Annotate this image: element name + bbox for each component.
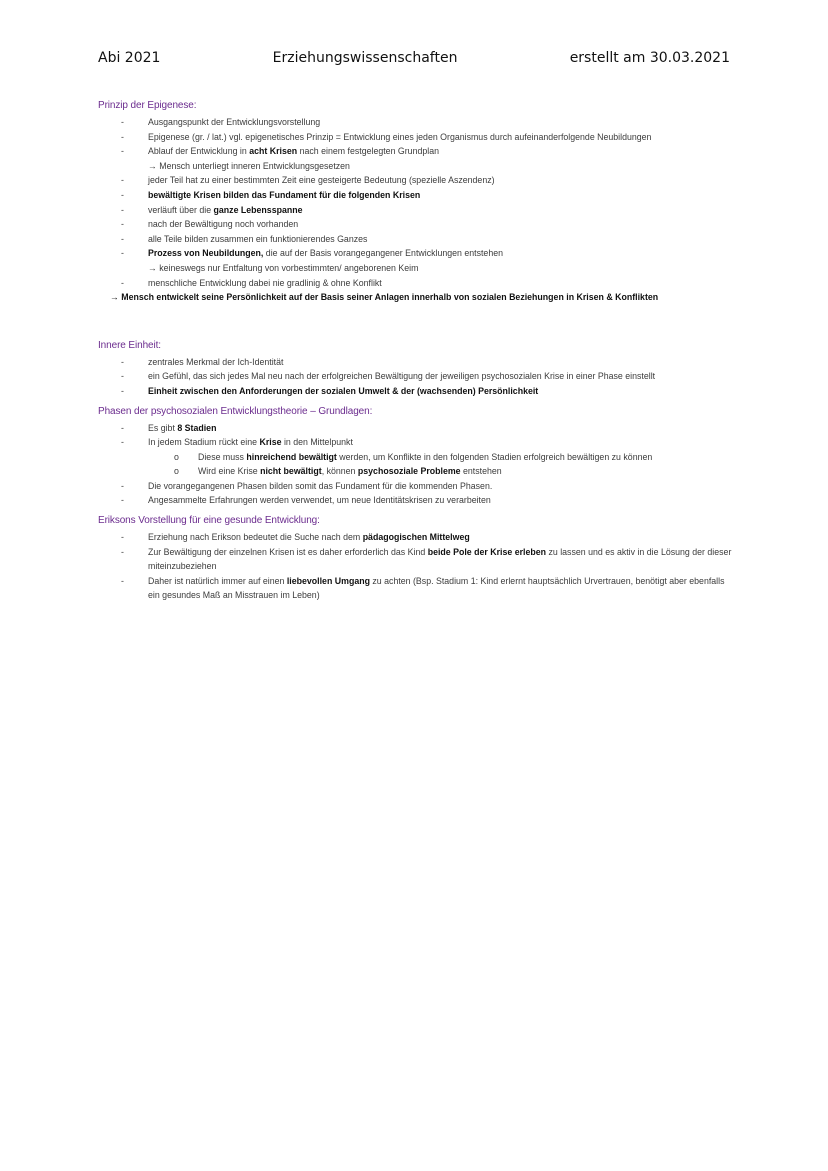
list-item: - Prozess von Neubildungen, die auf der Basis vorangegangener Entwicklungen entstehen: [121, 248, 503, 259]
section-epigenese: [98, 99, 748, 305]
list-item: - bewältigte Krisen bilden das Fundament für die folgenden Krisen: [121, 189, 421, 200]
header-center: Erziehungswissenschaften: [272, 50, 458, 66]
list-item: - Es gibt 8 Stadien: [121, 422, 217, 433]
arrow-note: → keineswegs nur Entfaltung von vorbestimmten/ angeborenen Keim: [148, 262, 419, 273]
header-right: erstellt am 30.03.2021: [569, 50, 730, 66]
list-item: - Die vorangegangenen Phasen bilden somit das Fundament für die kommenden Phasen.: [121, 480, 493, 491]
list-item: - In jedem Stadium rückt eine Krise in den Mittelpunkt: [121, 437, 353, 448]
list-item: - Angesammelte Erfahrungen werden verwendet, um neue Identitätskrisen zu verarbeiten: [121, 495, 491, 506]
list-item: - menschliche Entwicklung dabei nie gradlinig & ohne Konflikt: [121, 277, 382, 288]
list-item: - alle Teile bilden zusammen ein funktionierendes Ganzes: [121, 233, 368, 244]
list-item: - zentrales Merkmal der Ich-Identität: [121, 356, 284, 367]
list-item: - Ablauf der Entwicklung in acht Krisen nach einem festgelegten Grundplan: [121, 146, 439, 157]
list-item: - Erziehung nach Erikson bedeutet die Suche nach dem pädagogischen Mittelweg: [121, 532, 470, 543]
list-item: - Daher ist natürlich immer auf einen liebevollen Umgang zu achten (Bsp. Stadium 1: Kind erlernt hauptsächlich Urvertrauen, benötigt aber ebenfalls: [121, 575, 725, 586]
arrow-note: → Mensch unterliegt inneren Entwicklungsgesetzen: [148, 160, 350, 171]
section-heading: Innere Einheit:: [98, 339, 161, 351]
list-item: - jeder Teil hat zu einer bestimmten Zeit eine gesteigerte Bedeutung (spezielle Aszendenz): [121, 175, 495, 186]
list-item-continuation: miteinzubeziehen: [148, 561, 217, 572]
list-item: - Ausgangspunkt der Entwicklungsvorstellung: [121, 117, 321, 127]
list-item: - verläuft über die ganze Lebensspanne: [121, 204, 303, 215]
section-heading: Eriksons Vorstellung für eine gesunde Entwicklung:: [98, 515, 320, 527]
header-left: Abi 2021: [98, 50, 161, 66]
page-header: [98, 50, 730, 66]
section-erikson: [98, 514, 748, 603]
document-body: [98, 99, 748, 609]
section-heading: Phasen der psychosozialen Entwicklungstheorie – Grundlagen:: [98, 405, 373, 417]
sub-list-item: o Diese muss hinreichend bewältigt werden, um Konflikte in den folgenden Stadien erfolgreich bewältigen zu können: [174, 451, 653, 462]
list-item: - Epigenese (gr. / lat.) vgl. epigenetisches Prinzip = Entwicklung eines jeden Organismus durch aufeinanderfolgende Neubildungen: [121, 131, 652, 142]
list-item: - nach der Bewältigung noch vorhanden: [121, 219, 299, 230]
conclusion-note: → Mensch entwickelt seine Persönlichkeit auf der Basis seiner Anlagen innerhalb von sozialen Beziehungen in Krisen & Konflikten: [110, 292, 659, 303]
list-item: - Einheit zwischen den Anforderungen der sozialen Umwelt & der (wachsenden) Persönlichkeit: [121, 385, 539, 396]
section-heading: Prinzip der Epigenese:: [98, 100, 197, 111]
list-item: - ein Gefühl, das sich jedes Mal neu nach der erfolgreichen Bewältigung der jeweiligen psychosozialen Krise in einer Phase einstellt: [121, 371, 656, 382]
list-item-continuation: ein gesundes Maß an Misstrauen im Leben): [148, 590, 320, 601]
section-phasen: [98, 405, 748, 509]
list-item: - Zur Bewältigung der einzelnen Krisen ist es daher erforderlich das Kind beide Pole der Krise erleben zu lassen und es aktiv in die Lösung der dieser: [121, 546, 732, 557]
sub-list-item: o Wird eine Krise nicht bewältigt, können psychosoziale Probleme entstehen: [174, 466, 502, 477]
section-innere-einheit: [98, 339, 748, 399]
